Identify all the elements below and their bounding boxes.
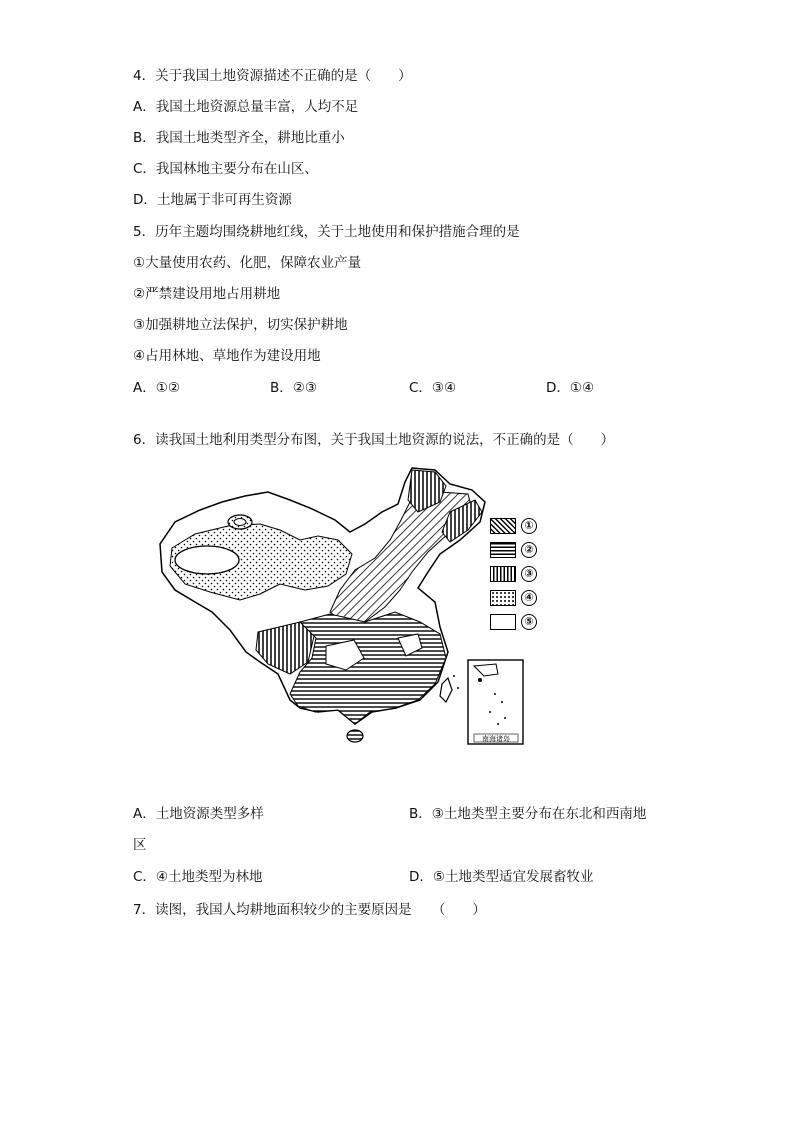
taiwan-island (440, 678, 452, 702)
q6-option-b: B．③土地类型主要分布在东北和西南地 (409, 806, 647, 822)
q5-option-d: D．①④ (546, 380, 595, 396)
q4-option-c: C．我国林地主要分布在山区、 (133, 161, 318, 177)
q5-item-3: ③加强耕地立法保护，切实保护耕地 (133, 317, 348, 333)
hainan-island (347, 730, 363, 742)
q5-option-a: A．①② (133, 380, 180, 396)
legend-item-4 (490, 587, 537, 608)
q6-option-d: D．⑤土地类型适宜发展畜牧业 (409, 869, 594, 885)
legend-label-2: ② (521, 542, 537, 558)
legend-item-2 (490, 539, 537, 560)
q5-item-1: ①大量使用农药、化肥，保障农业产量 (133, 255, 362, 271)
tarim-basin (175, 546, 239, 574)
legend-label-1: ① (521, 518, 537, 534)
south-china-sea-inset (468, 660, 523, 744)
q6-option-b-cont: 区 (133, 837, 147, 853)
q4-option-d: D．土地属于非可再生资源 (133, 192, 292, 208)
legend-label-5: ⑤ (521, 614, 537, 630)
land-use-map (150, 462, 545, 752)
q4-option-b: B．我国土地类型齐全，耕地比重小 (133, 130, 345, 146)
legend-label-3: ③ (521, 566, 537, 582)
legend-item-5 (490, 611, 537, 632)
legend-swatch-dots (490, 590, 516, 606)
china-map-figure (150, 462, 545, 752)
legend-label-4: ④ (521, 590, 537, 606)
q5-item-2: ②严禁建设用地占用耕地 (133, 286, 281, 302)
q5-stem: 5．历年主题均围绕耕地红线，关于土地使用和保护措施合理的是 (133, 224, 520, 240)
q6-option-c: C．④土地类型为林地 (133, 869, 263, 885)
q5-option-b: B．②③ (270, 380, 317, 396)
q5-item-4: ④占用林地、草地作为建设用地 (133, 348, 321, 364)
q5-option-c: C．③④ (409, 380, 457, 396)
map-legend (490, 515, 537, 635)
legend-swatch-vertical (490, 566, 516, 582)
legend-item-1 (490, 515, 537, 536)
q4-stem: 4．关于我国土地资源描述不正确的是（ ） (133, 68, 412, 84)
region-2-horizontal (290, 612, 446, 724)
legend-swatch-blank (490, 614, 516, 630)
q7-stem: 7．读图，我国人均耕地面积较少的主要原因是 （ ） (133, 902, 486, 918)
dzungaria-inner (234, 519, 246, 526)
q6-stem: 6．读我国土地利用类型分布图，关于我国土地资源的说法，不正确的是（ ） (133, 432, 615, 448)
legend-item-3 (490, 563, 537, 584)
legend-swatch-horizontal (490, 542, 516, 558)
inset-label: 南海诸岛 (482, 735, 510, 743)
q6-option-a: A．土地资源类型多样 (133, 806, 264, 822)
q4-option-a: A．我国土地资源总量丰富，人均不足 (133, 99, 359, 115)
legend-swatch-diagonal (490, 518, 516, 534)
